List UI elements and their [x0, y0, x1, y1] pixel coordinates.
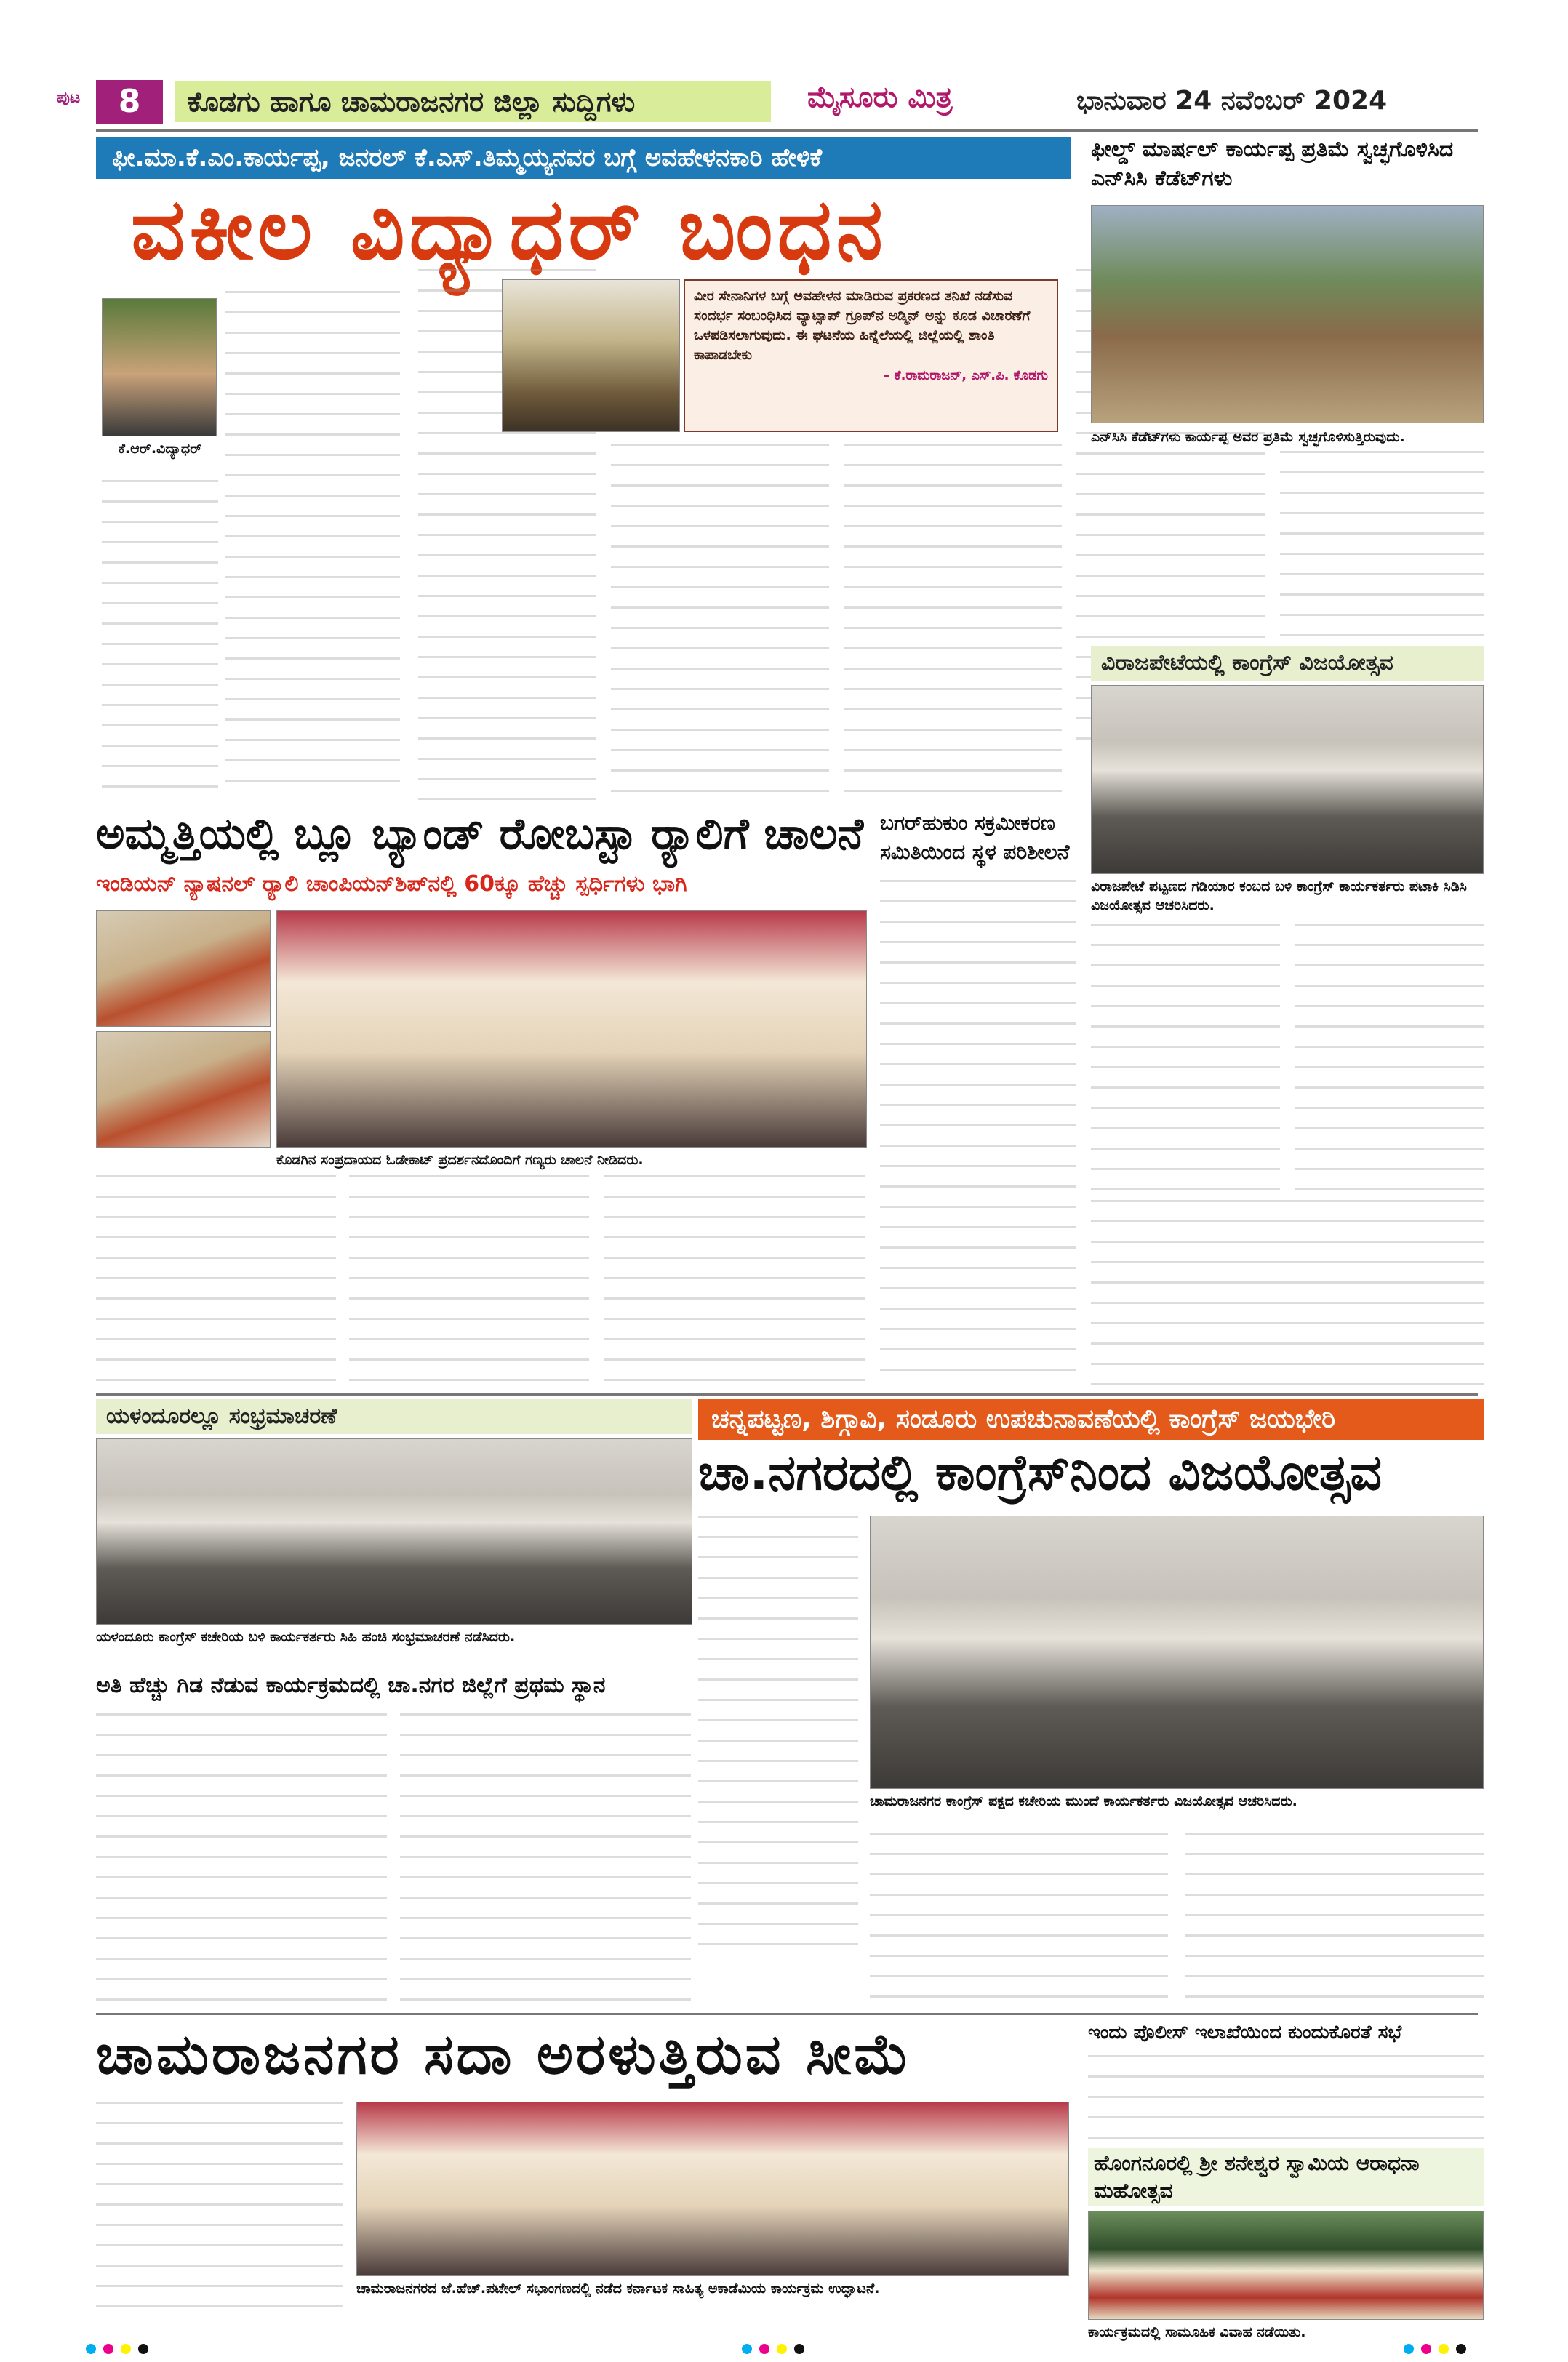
- yelandur-photo: [96, 1438, 692, 1625]
- yelandur-caption: ಯಳಂದೂರು ಕಾಂಗ್ರೆಸ್ ಕಚೇರಿಯ ಬಳಿ ಕಾರ್ಯಕರ್ತರು ಸಿಹಿ ಹಂಚಿ ಸಂಭ್ರಮಾಚರಣೆ ನಡೆಸಿದರು.: [96, 1629, 516, 1645]
- mid-rule: [96, 1393, 1478, 1396]
- virajpet-kicker: ವಿರಾಜಪೇಟೆಯಲ್ಲಿ ಕಾಂಗ್ರೆಸ್ ವಿಜಯೋತ್ಸವ: [1091, 646, 1484, 681]
- border-headline: ಚಾಮರಾಜನಗರ ಸದಾ ಅರಳುತ್ತಿರುವ ಸೀಮೆ: [96, 2022, 912, 2086]
- lead-headline: ವಕೀಲ ವಿದ್ಯಾಧರ್ ಬಂಧನ: [131, 180, 888, 279]
- rally-headline: ಅಮ್ಮತ್ತಿಯಲ್ಲಿ ಬ್ಲೂ ಬ್ಯಾಂಡ್ ರೋಬಸ್ಟಾ ರ್‍ಯಾಲಿಗೆ ಚಾಲನೆ: [96, 809, 864, 860]
- border-column-1: [96, 2102, 343, 2320]
- rally-column-1: [96, 1175, 336, 1386]
- rally-photo-stage: [276, 910, 867, 1148]
- virajpet-column-1: [1091, 924, 1280, 1193]
- page-date: ಭಾನುವಾರ 24 ನವೆಂಬರ್ 2024: [1076, 86, 1388, 116]
- rally-column-2: [349, 1175, 589, 1386]
- virajpet-column-2: [1295, 924, 1484, 1193]
- bypoll-column-3: [1185, 1833, 1484, 2007]
- virajpet-photo: [1091, 685, 1484, 874]
- bagar-column: [880, 880, 1076, 1389]
- lower-rule: [96, 2013, 1478, 2015]
- border-caption: ಚಾಮರಾಜನಗರದ ಜೆ.ಹೆಚ್.ಪಟೇಲ್ ಸಭಾಂಗಣದಲ್ಲಿ ನಡೆದ ಕರ್ನಾಟಕ ಸಾಹಿತ್ಯ ಅಕಾಡೆಮಿಯ ಕಾರ್ಯಕ್ರಮ ಉದ್ಘಾಟನೆ.: [356, 2281, 880, 2297]
- rally-photo-car-1: [96, 910, 271, 1027]
- ncc-caption: ಎನ್‌ಸಿಸಿ ಕೆಡೆಟ್‌ಗಳು ಕಾರ್ಯಪ್ಪ ಅವರ ಪ್ರತಿಮೆ ಸ್ವಚ್ಛಗೊಳಿಸುತ್ತಿರುವುದು.: [1091, 429, 1405, 445]
- lead-portrait-caption: ಕೆ.ಆರ್.ವಿದ್ಯಾಧರ್: [118, 441, 202, 457]
- police-headline: ಇಂದು ಪೊಲೀಸ್ ಇಲಾಖೆಯಿಂದ ಕುಂದುಕೊರತೆ ಸಭೆ: [1088, 2022, 1402, 2043]
- border-photo: [356, 2102, 1069, 2276]
- bagar-headline: ಬಗರ್‌ಹುಕುಂ ಸಕ್ರಮೀಕರಣ ಸಮಿತಿಯಿಂದ ಸ್ಥಳ ಪರಿಶೀಲನೆ: [880, 811, 1070, 864]
- page-number-badge: 8: [96, 80, 163, 124]
- rally-photo-car-2: [96, 1031, 271, 1148]
- lead-quote-box: [684, 279, 1058, 432]
- virajpet-column-3: [1091, 1200, 1484, 1389]
- lead-column-1b: [102, 480, 218, 800]
- yelandur-kicker: ಯಳಂದೂರಲ್ಲೂ ಸಂಭ್ರಮಾಚರಣೆ: [96, 1399, 692, 1434]
- plantation-column-1: [96, 1713, 387, 2004]
- bypoll-photo: [870, 1516, 1484, 1789]
- page-label: ಪುಟ: [57, 89, 81, 107]
- lead-portrait: [102, 298, 217, 436]
- temple-caption: ಕಾರ್ಯಕ್ರಮದಲ್ಲಿ ಸಾಮೂಹಿಕ ವಿವಾಹ ನಡೆಯಿತು.: [1088, 2324, 1306, 2340]
- bypoll-headline: ಚಾ.ನಗರದಲ್ಲಿ ಕಾಂಗ್ರೆಸ್‌ನಿಂದ ವಿಜಯೋತ್ಸವ: [698, 1444, 1382, 1502]
- rally-subhead: ಇಂಡಿಯನ್ ನ್ಯಾಷನಲ್ ರ್‍ಯಾಲಿ ಚಾಂಪಿಯನ್‌ಶಿಪ್‌ನಲ್ಲಿ 60ಕ್ಕೂ ಹೆಚ್ಚು ಸ್ಪರ್ಧಿಗಳು ಭಾಗಿ: [96, 871, 687, 897]
- ncc-photo: [1091, 205, 1484, 423]
- lead-column-4: [844, 444, 1062, 800]
- registration-dots-center: [742, 2343, 812, 2357]
- lead-quote-text: ವೀರ ಸೇನಾನಿಗಳ ಬಗ್ಗೆ ಅವಹೇಳನ ಮಾಡಿರುವ ಪ್ರಕರಣದ ತನಿಖೆ ನಡೆಸುವ ಸಂದರ್ಭ ಸಂಬಂಧಿಸಿದ ವ್ಯಾಟ್ಸಾಪ್ ಗ್ರೂಪ್‌ನ ಅಡ್ಮಿನ್ ಅನ್ನು ಕೂಡ ವಿಚಾರಣೆಗೆ ಒಳಪಡಿಸಲಾಗುವುದು. ಈ ಘಟನೆಯ ಹಿನ್ನೆಲೆಯಲ್ಲಿ ಜಿಲ್ಲೆಯಲ್ಲಿ ಶಾಂತಿ ಕಾಪಾಡಬೇಕು: [694, 288, 1031, 363]
- bypoll-column-2: [870, 1833, 1168, 2007]
- rally-column-3: [604, 1175, 865, 1386]
- registration-dots-left: [86, 2343, 156, 2357]
- ncc-headline: ಫೀಲ್ಡ್ ಮಾರ್ಷಲ್ ಕಾರ್ಯಪ್ಪ ಪ್ರತಿಮೆ ಸ್ವಚ್ಛಗೊಳಿಸಿದ ಎನ್‌ಸಿಸಿ ಕೆಡೆಟ್‌ಗಳು: [1091, 137, 1454, 191]
- bypoll-kicker: ಚನ್ನಪಟ್ಟಣ, ಶಿಗ್ಗಾವಿ, ಸಂಡೂರು ಉಪಚುನಾವಣೆಯಲ್ಲಿ ಕಾಂಗ್ರೆಸ್ ಜಯಭೇರಿ: [698, 1399, 1484, 1440]
- sp-portrait: [502, 279, 680, 432]
- lead-band: ಫೀ.ಮಾ.ಕೆ.ಎಂ.ಕಾರ್ಯಪ್ಪ, ಜನರಲ್ ಕೆ.ಎಸ್.ತಿಮ್ಮಯ್ಯನವರ ಬಗ್ಗೆ ಅವಹೇಳನಕಾರಿ ಹೇಳಿಕೆ: [96, 137, 1071, 179]
- bypoll-caption: ಚಾಮರಾಜನಗರ ಕಾಂಗ್ರೆಸ್ ಪಕ್ಷದ ಕಚೇರಿಯ ಮುಂದೆ ಕಾರ್ಯಕರ್ತರು ವಿಜಯೋತ್ಸವ ಆಚರಿಸಿದರು.: [870, 1793, 1297, 1809]
- lead-column-1: [225, 291, 400, 800]
- masthead: ಮೈಸೂರು ಮಿತ್ರ: [807, 80, 953, 114]
- plantation-headline: ಅತಿ ಹೆಚ್ಚು ಗಿಡ ನೆಡುವ ಕಾರ್ಯಕ್ರಮದಲ್ಲಿ ಚಾ.ನಗರ ಜಿಲ್ಲೆಗೆ ಪ್ರಥಮ ಸ್ಥಾನ: [96, 1673, 606, 1698]
- bypoll-column-1: [698, 1516, 858, 1945]
- rally-caption: ಕೊಡಗಿನ ಸಂಪ್ರದಾಯದ ಓಡೇಕಾಟ್ ಪ್ರದರ್ಶನದೊಂದಿಗೆ ಗಣ್ಯರು ಚಾಲನೆ ನೀಡಿದರು.: [276, 1152, 644, 1168]
- virajpet-caption: ವಿರಾಜಪೇಟೆ ಪಟ್ಟಣದ ಗಡಿಯಾರ ಕಂಬದ ಬಳಿ ಕಾಂಗ್ರೆಸ್ ಕಾರ್ಯಕರ್ತರು ಪಟಾಕಿ ಸಿಡಿಸಿ ವಿಜಯೋತ್ಸವ ಆಚರಿಸಿದರು.: [1091, 878, 1467, 913]
- plantation-column-2: [400, 1713, 691, 2004]
- temple-headline: ಹೊಂಗನೂರಲ್ಲಿ ಶ್ರೀ ಶನೇಶ್ವರ ಸ್ವಾಮಿಯ ಆರಾಧನಾ ಮಹೋತ್ಸವ: [1088, 2148, 1484, 2206]
- registration-dots-right: [1404, 2343, 1473, 2357]
- temple-photo: [1088, 2211, 1484, 2320]
- lead-column-3: [611, 444, 829, 800]
- police-column: [1088, 2055, 1484, 2142]
- section-title: ಕೊಡಗು ಹಾಗೂ ಚಾಮರಾಜನಗರ ಜಿಲ್ಲಾ ಸುದ್ದಿಗಳು: [175, 81, 771, 122]
- lead-quote-source: – ಕೆ.ರಾಮರಾಜನ್, ಎಸ್.ಪಿ. ಕೊಡಗು: [883, 368, 1048, 383]
- header-rule: [96, 129, 1478, 132]
